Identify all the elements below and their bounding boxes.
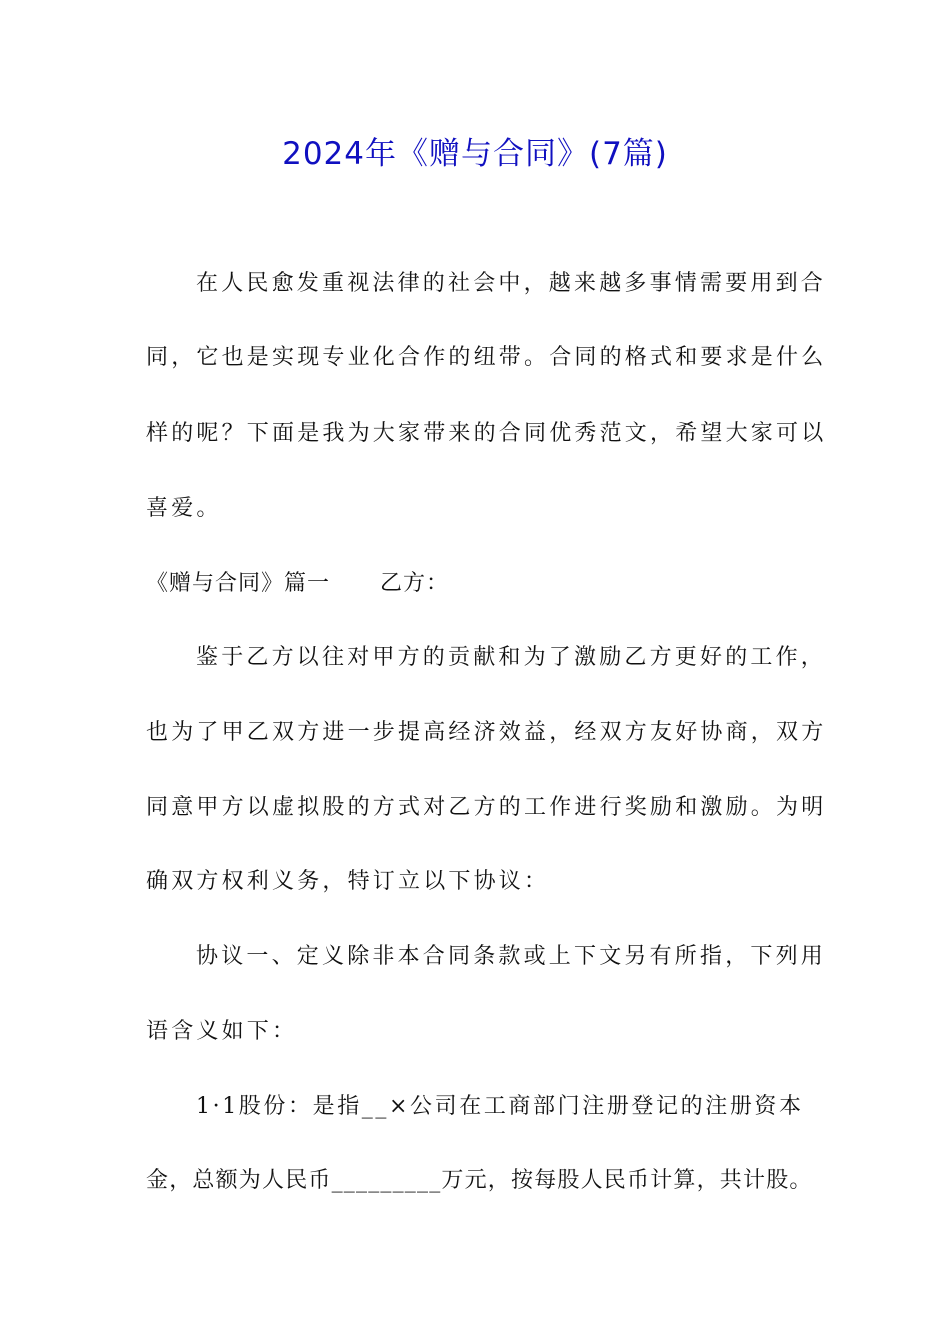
paragraph-1-line-2: 也为了甲乙双方进一步提高经济效益，经双方友好协商，双方 bbox=[146, 720, 827, 745]
paragraph-2-line-1: 协议一、定义除非本合同条款或上下文另有所指，下列用 bbox=[196, 944, 827, 969]
section-heading-line bbox=[146, 568, 449, 600]
page-title: 2024年《赠与合同》(7篇) bbox=[282, 136, 668, 172]
paragraph-3-line-2: 金，总额为人民币_________万元，按每股人民币计算，共计股。 bbox=[146, 1168, 813, 1193]
paragraph-1-line-4: 确双方权利义务，特订立以下协议： bbox=[146, 869, 550, 894]
paragraph-2-line-2: 语含义如下： bbox=[146, 1019, 298, 1044]
intro-line-2: 同，它也是实现专业化合作的纽带。合同的格式和要求是什么 bbox=[146, 345, 827, 370]
section-heading: 《赠与合同》篇一 bbox=[146, 571, 331, 596]
intro-line-1: 在人民愈发重视法律的社会中，越来越多事情需要用到合 bbox=[196, 271, 827, 296]
paragraph-1-line-3: 同意甲方以虚拟股的方式对乙方的工作进行奖励和激励。为明 bbox=[146, 795, 827, 820]
paragraph-1-line-1: 鉴于乙方以往对甲方的贡献和为了激励乙方更好的工作， bbox=[196, 645, 827, 670]
party-label: 乙方： bbox=[380, 571, 450, 596]
paragraph-3-line-1: 1·1股份：是指__×公司在工商部门注册登记的注册资本 bbox=[196, 1094, 804, 1119]
intro-line-3: 样的呢？下面是我为大家带来的合同优秀范文，希望大家可以 bbox=[146, 421, 827, 446]
intro-line-4: 喜爱。 bbox=[146, 496, 222, 521]
